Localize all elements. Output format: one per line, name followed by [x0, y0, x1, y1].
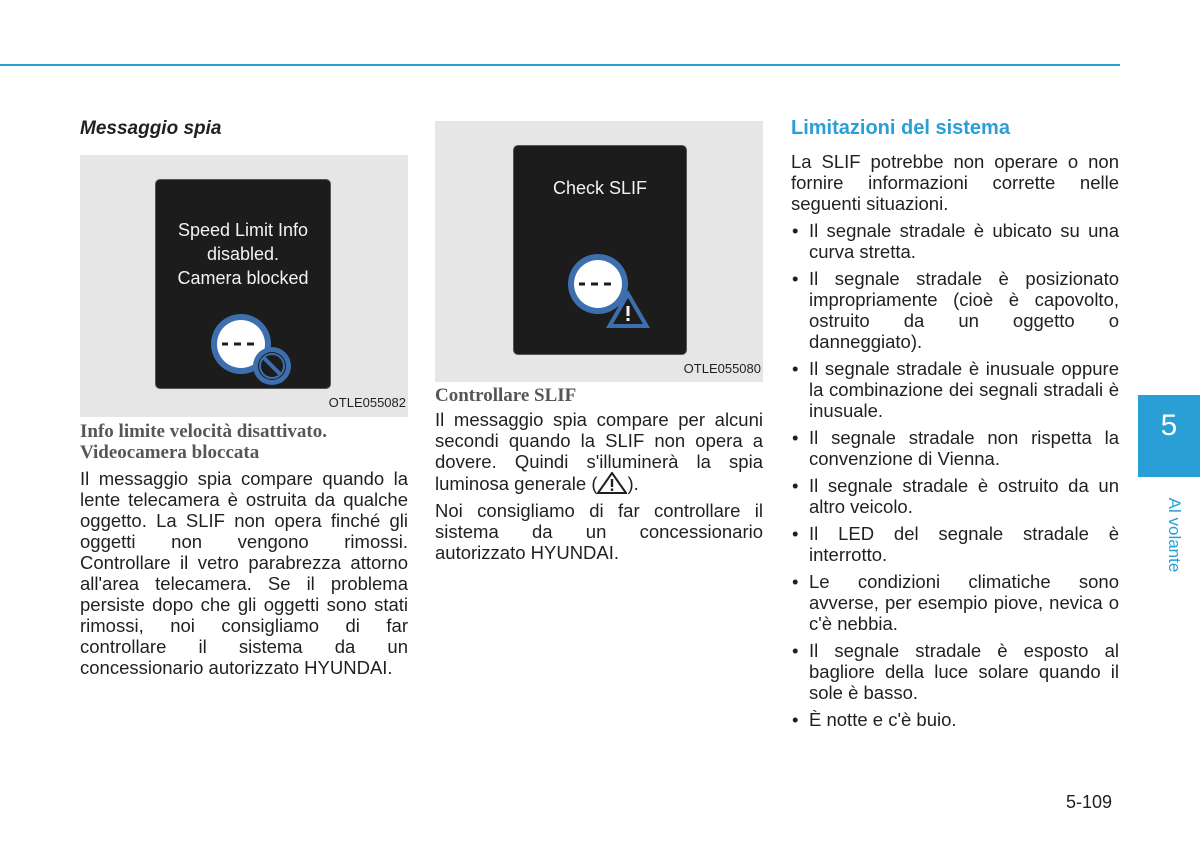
speed-limit-warning-icon: [562, 252, 652, 332]
subheading: Controllare SLIF: [435, 385, 577, 406]
figure-code: OTLE055082: [328, 395, 406, 410]
list-item: • Il LED del segnale stradale è interrotto.: [791, 523, 1119, 565]
cluster-display: [514, 146, 686, 354]
list-item: • È notte e c'è buio.: [791, 709, 1119, 730]
figure-camera-blocked: [80, 155, 408, 417]
subheading-line: Info limite velocità disattivato.: [80, 421, 327, 442]
top-rule: [0, 64, 1120, 66]
body-text: [435, 409, 763, 563]
speed-limit-camera-blocked-icon: [208, 310, 300, 388]
paragraph: Il messaggio spia compare quando la lente telecamera è ostruita da qualche oggetto. La SLIF non opera finché gli oggetti non vengono rimossi. Controllare il vetro parabrezza attorno all'area telecamera. Se il problema persiste dopo che gli oggetti sono stati rimossi, noi consigliamo di far controllare il sistema da un concessionario autorizzato HYUNDAI.: [80, 468, 408, 678]
cluster-display: [156, 180, 330, 388]
limitations-list: [791, 220, 1119, 730]
paragraph: [435, 409, 763, 494]
subheading-line: Videocamera bloccata: [80, 442, 260, 463]
list-item: • Il segnale stradale non rispetta la convenzione di Vienna.: [791, 427, 1119, 469]
display-line: disabled.: [206, 244, 280, 264]
chapter-tab: [1138, 395, 1200, 477]
intro-text: [791, 151, 1119, 214]
list-item: • Il segnale stradale è ostruito da un altro veicolo.: [791, 475, 1119, 517]
section-heading: Limitazioni del sistema: [791, 117, 1010, 139]
paragraph: Noi consigliamo di far controllare il sistema da un concessionario autorizzato HYUNDAI.: [435, 500, 763, 563]
display-message: Check SLIF: [552, 178, 648, 198]
display-line: Camera blocked: [177, 268, 309, 288]
figure-check-slif: [435, 121, 763, 382]
subheading: [80, 421, 408, 463]
list-item: • Il segnale stradale è inusuale oppure la combinazione dei segnali stradali è inusuale.: [791, 358, 1119, 421]
list-item: • Il segnale stradale è esposto al bagliore della luce solare quando il sole è basso.: [791, 640, 1119, 703]
section-heading-warning-message: Messaggio spia: [80, 118, 222, 139]
chapter-number: 5: [1160, 409, 1178, 442]
list-item: • Le condizioni climatiche sono avverse, per esempio piove, nevica o c'è nebbia.: [791, 571, 1119, 634]
list-item: • Il segnale stradale è ubicato su una curva stretta.: [791, 220, 1119, 262]
figure-code: OTLE055080: [683, 361, 761, 376]
page-number: 5-109: [1066, 792, 1113, 812]
camera-blocked-section: [80, 421, 408, 684]
chapter-label-wrap: [1164, 485, 1184, 585]
master-warning-icon: [597, 472, 627, 494]
paragraph: La SLIF potrebbe non operare o non fornire informazioni corrette nelle seguenti situazioni.: [791, 151, 1119, 214]
system-limitations-section: [791, 117, 1119, 736]
list-item: • Il segnale stradale è posizionato impropriamente (cioè è capovolto, ostruito da un oggetto o danneggiato).: [791, 268, 1119, 352]
chapter-label: Al volante: [1165, 497, 1184, 573]
paragraph-text: Il messaggio spia compare per alcuni secondi quando la SLIF non opera a dovere. Quindi s'illuminerà la spia luminosa generale (: [435, 409, 763, 494]
body-text: [80, 468, 408, 678]
paragraph-text: ).: [627, 473, 639, 494]
display-line: Speed Limit Info: [177, 220, 309, 240]
display-message: [156, 218, 330, 290]
check-slif-section: [435, 385, 763, 569]
